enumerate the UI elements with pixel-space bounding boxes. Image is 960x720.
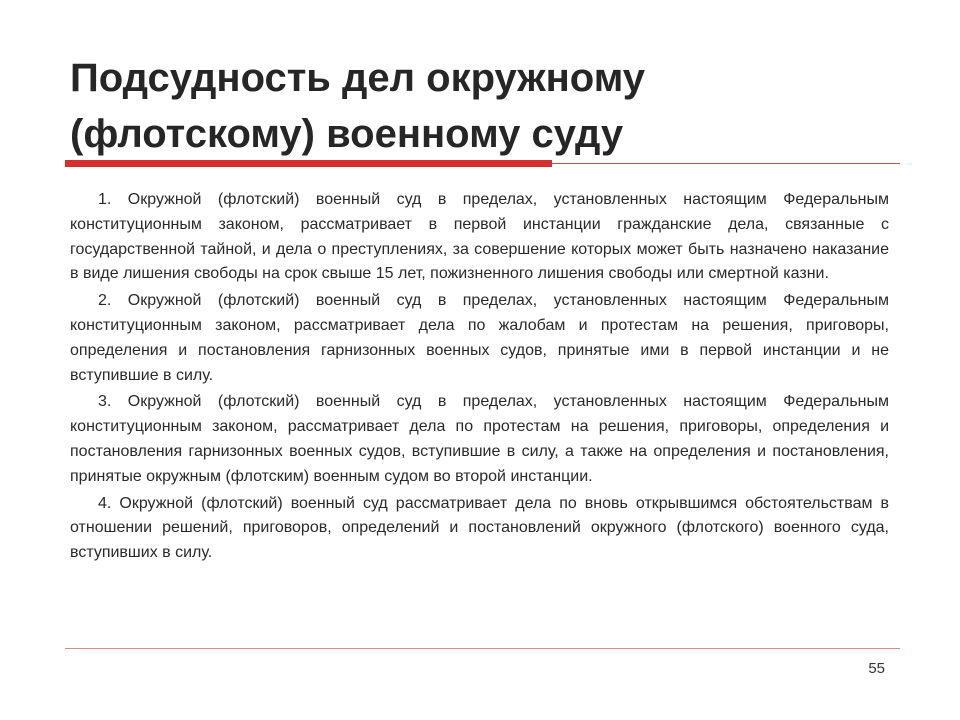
- paragraph-1: 1. Окружной (флотский) военный суд в пределах, установленных настоящим Федеральным конституционным законом, рассматривает в первой инстанции гражданские дела, связанные с государственной тайной, и дела о преступлениях, за совершение которых может быть назначено наказание в виде лишения свободы на срок свыше 15 лет, пожизненного лишения свободы или смертной казни.: [70, 191, 889, 283]
- slide-number: 55: [868, 660, 885, 677]
- paragraph-2: 2. Окружной (флотский) военный суд в пределах, установленных настоящим Федеральным конституционным законом, рассматривает дела по жалобам и протестам на решения, приговоры, определения и постановления гарнизонных военных судов, принятые ими в первой инстанции и не вступившие в силу.: [70, 292, 889, 384]
- title-accent-bar: [65, 160, 552, 167]
- paragraph-3: 3. Окружной (флотский) военный суд в пределах, установленных настоящим Федеральным конституционным законом, рассматривает дела по протестам на решения, приговоры, определения и постановления гарнизонных военных судов, вступившие в силу, а также на определения и постановления, принятые окружным (флотским) военным судом во второй инстанции.: [70, 393, 889, 485]
- slide-body: [70, 188, 889, 568]
- slide-title: Подсудность дел окружному (флотскому) военному суду: [70, 56, 645, 156]
- paragraph-4: 4. Окружной (флотский) военный суд рассматривает дела по вновь открывшимся обстоятельствам в отношении решений, приговоров, определений и постановлений окружного (флотского) военного суда, вступивших в силу.: [70, 494, 889, 562]
- footer-divider-line: [65, 648, 900, 649]
